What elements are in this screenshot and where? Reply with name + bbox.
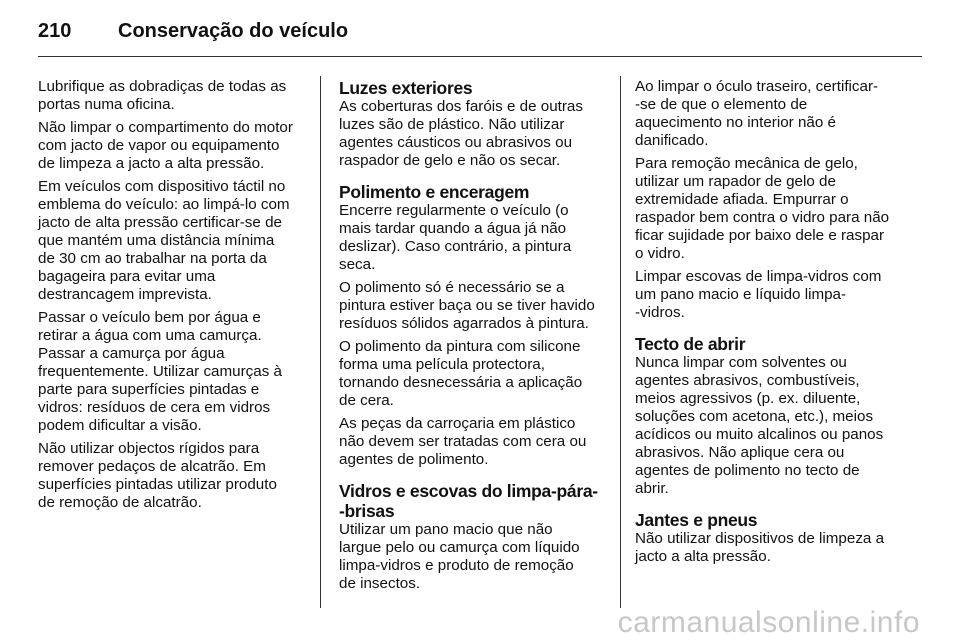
column-2 [339,78,607,598]
paragraph-polishing-1: Encerre regularmente o veículo (o mais tardar quando a água já não deslizar). Caso contrário, a pintura seca. [339,202,572,273]
paragraph-hinges: Lubrifique as dobradiças de todas as portas numa oficina. [38,78,287,113]
paragraph-rinse: Passar o veículo bem por água e retirar a água com uma camurça. Passar a camurça por água frequentemente. Utilizar camurças à parte para superfícies pintadas e vidros: resíduos de cera em vidros podem dificultar a visão. [38,309,282,434]
paragraph-touch-emblem: Em veículos com dispositivo táctil no emblema do veículo: ao limpá-lo com jacto de alta pressão certificar-se de que mantém uma distância mínima de 30 cm ao trabalhar na porta da bagageira para evitar uma destrancagem imprevista. [38,178,290,303]
column-1 [38,78,306,517]
heading-polishing: Polimento e enceragem [339,182,530,202]
watermark: carmanualsonline.info [617,606,920,639]
paragraph-polishing-4: As peças da carroçaria em plástico não devem ser tratadas com cera ou agentes de polimento. [339,415,587,468]
paragraph-wiper-blades: Limpar escovas de limpa-vidros com um pano macio e líquido limpa- -vidros. [635,268,882,321]
paragraph-polishing-3: O polimento da pintura com silicone forma uma película protectora, tornando desnecessária a aplicação de cera. [339,338,583,409]
page-title: Conservação do veículo [118,20,349,42]
header-rule [38,56,922,57]
heading-sunroof: Tecto de abrir [635,334,746,354]
paragraph-rear-window: Ao limpar o óculo traseiro, certificar- -se de que o elemento de aquecimento no interior não é danificado. [635,78,879,149]
page-number: 210 [38,20,72,42]
column-divider [320,76,321,608]
column-divider [620,76,621,608]
paragraph-engine: Não limpar o compartimento do motor com jacto de vapor ou equipamento de limpeza a jacto a alta pressão. [38,119,293,172]
paragraph-exterior-lights: As coberturas dos faróis e de outras luzes são de plástico. Não utilizar agentes cáusticos ou abrasivos ou raspador de gelo e não os secar. [339,98,583,169]
column-3 [635,78,905,571]
page-header [38,14,922,54]
heading-exterior-lights: Luzes exteriores [339,78,473,98]
paragraph-wheels-tyres: Não utilizar dispositivos de limpeza a jacto a alta pressão. [635,530,885,565]
paragraph-ice: Para remoção mecânica de gelo, utilizar um rapador de gelo de extremidade afiada. Empurrar o raspador bem contra o vidro para não ficar sujidade por baixo dele e raspar o vidro. [635,155,890,262]
heading-wheels-tyres: Jantes e pneus [635,510,758,530]
paragraph-polishing-2: O polimento só é necessário se a pintura estiver baça ou se tiver havido resíduos sólidos agarrados à pintura. [339,279,595,332]
heading-windows-wipers: Vidros e escovas do limpa-pára- -brisas [339,481,598,521]
paragraph-tar: Não utilizar objectos rígidos para remover pedaços de alcatrão. Em superfícies pintadas utilizar produto de remoção de alcatrão. [38,440,277,511]
paragraph-sunroof: Nunca limpar com solventes ou agentes abrasivos, combustíveis, meios agressivos (p. ex. diluente, soluções com acetona, etc.), meios acídicos ou muito alcalinos ou panos abrasivos. Não aplique cera ou agentes de polimento no tecto de abrir. [635,354,884,497]
paragraph-windows: Utilizar um pano macio que não largue pelo ou camurça com líquido limpa-vidros e produto de remoção de insectos. [339,521,580,592]
